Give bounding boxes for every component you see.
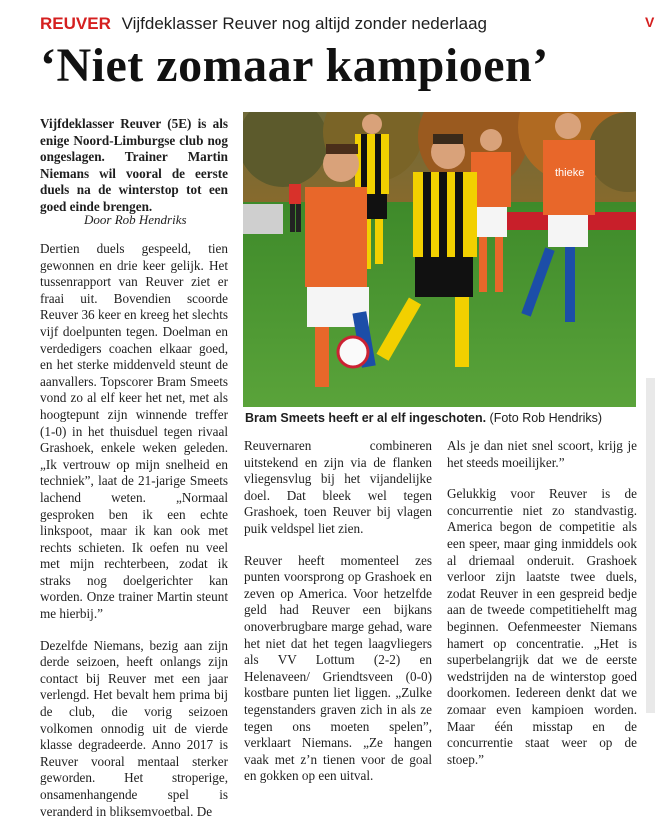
kicker: [40, 14, 487, 34]
intro-paragraph: Vijfdeklasser Reuver (5E) is als enige Noord-Limburgse club nog ongeslagen. Trainer Martin Niemans wil vooral de eerste duels na de winterstop tot een goed einde brengen.: [40, 116, 228, 214]
kicker-text: Vijfdeklasser Reuver nog altijd zonder nederlaag: [121, 14, 488, 33]
photo-caption: [245, 411, 645, 425]
football-photo-illustration: [243, 112, 636, 407]
section-label: REUVER: [40, 14, 111, 33]
headline: ‘Niet zomaar kampioen’: [40, 39, 549, 92]
col3-paragraph-2: Gelukkig voor Reuver is de concurrentie niet zo standvastig. America begon de competitie als een speer, maar ging inmiddels ook al driemaal onderuit. Grashoek verloor zijn laatste twee duels, zodat Reuver in een gespreid bedje aan de tweede competitiehelft mag beginnen. Oefenmeester Niemans hamert op concentratie. „Het is superbelangrijk dat we de eerste wedstrijden na de winterstop goed doorkomen. Iedereen denkt dat we zomaar even kampioen worden. Maar één misstap en de concurrentie staat weer op de stoep.”: [447, 486, 637, 767]
col3-paragraph-1: Als je dan niet snel scoort, krijg je het steeds moeilijker.”: [447, 438, 637, 470]
adjacent-article-letter: V: [645, 14, 655, 30]
byline: Door Rob Hendriks: [84, 212, 187, 227]
adjacent-page-edge: [646, 378, 655, 713]
shirt-sponsor-text: thieke: [555, 167, 585, 179]
column-1: [40, 241, 228, 835]
col2-paragraph-1: Reuvernaren combineren uitstekend en zijn via de flanken vliegensvlug bij het vijandelijke doel. Dat bleek wel tegen Grashoek, toen Reuver bij vlagen puik veldspel liet zien.: [244, 438, 432, 536]
col2-paragraph-2: Reuver heeft momenteel zes punten voorsprong op Grashoek en zeven op America. Voor hetzelfde geld had Reuver een bijkans onoverbrugbare marge gehad, ware het niet dat het tegen laagvliegers als VV Lottum (2-2) en Helenaveen/ Griendtsveen (0-0) kostbare punten liet liggen. „Zulke tegenstanders graven zich in als ze tegen ons moeten spelen”, verklaart Niemans. „Ze hangen vaak met z’n tienen voor de goal en gokken op een uitval.: [244, 552, 432, 784]
column-2: [244, 438, 432, 800]
caption-credit: (Foto Rob Hendriks): [489, 411, 603, 425]
caption-text: Bram Smeets heeft er al elf ingeschoten.: [245, 411, 487, 425]
col1-paragraph-1: Dertien duels gespeeld, tien gewonnen en drie keer gelijk. Het tussenrapport van Reuver ziet er fraai uit. Bovendien scoorde Reuver 36 keer en kreeg het slechts vijf doelpunten tegen. Doelman en verdedigers coachen elkaar goed, en het sterke middenveld steunt de aanvallers. Topscorer Bram Smeets vond zo al elf keer het net, met als hoogtepunt zijn winnende treffer (1-0) in het thuisduel tegen rivaal Grashoek, enkele weken geleden. „Ik vertrouw op mijn snelheid en techniek”, laat de 21-jarige Smeets lachend weten. „Normaal gesproken ben ik een echte linkspoot, maar ik kan ook met rechts schieten. Ik oefen nu veel met mijn rechterbeen, zodat ik straks nog doelgerichter kan worden. Onze trainer Martin steunt me hierbij.”: [40, 241, 228, 622]
article-photo: [243, 112, 636, 407]
col1-paragraph-2: Dezelfde Niemans, bezig aan zijn derde seizoen, heeft onlangs zijn contact bij Reuver met een jaar verlengd. Het bevalt hem prima bij de club, die vorig seizoen volkomen onnodig uit de vierde klasse degradeerde. Anno 2017 is Reuver vooral mentaal sterker geworden. Het stroperige, onsamenhangende spel is veranderd in bliksemvoetbal. De: [40, 637, 228, 819]
column-3: [447, 438, 637, 783]
